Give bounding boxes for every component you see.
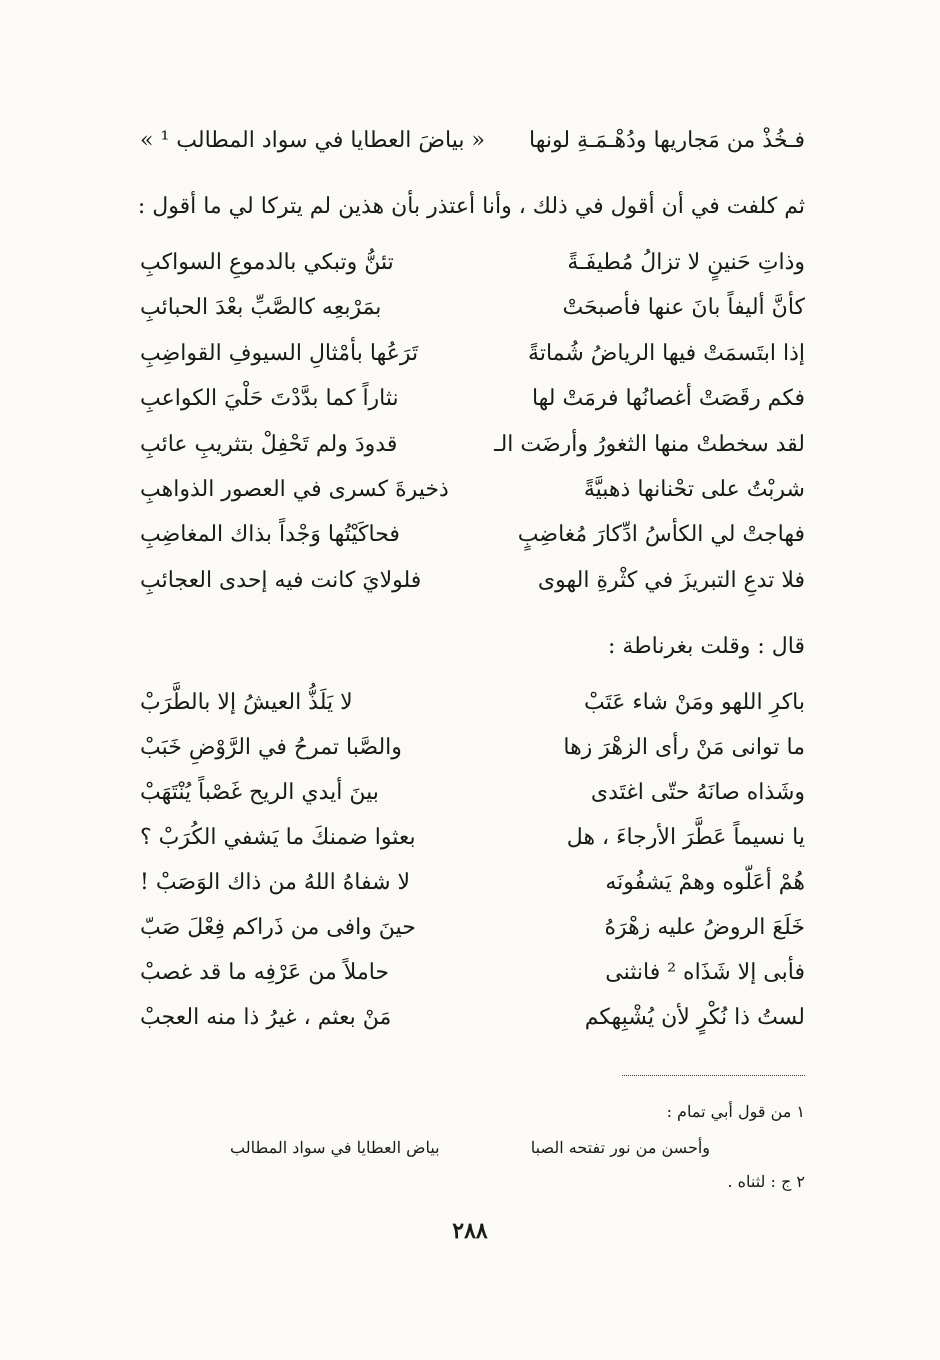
verse-line: [140, 870, 805, 915]
opening-couplet: [140, 128, 805, 168]
footnote-1-hemistich-second: بياض العطايا في سواد المطالب: [230, 1138, 440, 1157]
said-line: قال : وقلت بغرناطة :: [607, 634, 805, 659]
footnote-1-intro: ١ من قول أبي تمام :: [666, 1102, 805, 1121]
verse-line: [140, 825, 805, 870]
verse-line: [140, 690, 805, 735]
hemistich-second: بينَ أيدي الريح غَصْباً يُنْتَهَبْ: [140, 780, 379, 805]
verse-line: [140, 386, 805, 431]
verse-line: [140, 250, 805, 295]
hemistich-second: قدودَ ولم تَحْفِلْ بتثريبِ عائبِ: [140, 431, 398, 457]
verse-line: [140, 780, 805, 825]
verse-line: [140, 295, 805, 340]
hemistich-first: فلا تدعِ التبريزَ في كثْرةِ الهوى: [537, 567, 805, 593]
hemistich-first: وذاتِ حَنينٍ لا تزالُ مُطيفَـةً: [567, 250, 805, 275]
hemistich-first: يا نسيماً عَطَّرَ الأرجاءَ ، هل: [566, 825, 805, 850]
poem-2: [140, 690, 805, 1050]
hemistich-second: فلولايَ كانت فيه إحدى العجائبِ: [140, 567, 422, 593]
verse-line: [140, 1005, 805, 1050]
verse-line: [140, 915, 805, 960]
couplet-second-hemistich: « بياضَ العطايا في سواد المطالب ¹ »: [140, 128, 485, 153]
hemistich-first: كأنَّ أليفاً بانَ عنها فأصبحَتْ: [562, 295, 805, 321]
hemistich-second: نثاراً كما بدَّدْتَ حَلْيَ الكواعبِ: [140, 386, 399, 412]
footnote-2: ٢ ج : لثناه .: [727, 1172, 805, 1191]
hemistich-first: لقد سخطتْ منها الثغورُ وأرضَت الـ: [494, 431, 805, 457]
hemistich-second: بمَرْبعِه كالصَّبِّ بعْدَ الحبائبِ: [140, 295, 382, 321]
hemistich-first: لستُ ذا نُكْرٍ لأن يُشْبِهكم: [584, 1005, 805, 1030]
hemistich-first: ما توانى مَنْ رأى الزهْرَ زها: [563, 735, 805, 760]
hemistich-second: بعثوا ضمنكَ ما يَشفي الكُرَبْ ؟: [140, 825, 416, 850]
hemistich-second: لا يَلَذُّ العيشُ إلا بالطَّرَبْ: [140, 690, 353, 715]
hemistich-second: حينَ وافى من ذَراكم فِعْلَ صَبّ: [140, 915, 416, 940]
hemistich-second: حاملاً من عَرْفِه ما قد غصبْ: [140, 960, 390, 985]
hemistich-first: وشَذاه صانَهُ حتّى اغتَدى: [590, 780, 805, 805]
hemistich-first: فكم رقَصَتْ أغصانُها فرمَتْ لها: [531, 386, 805, 412]
hemistich-second: فحاكَيْتُها وَجْداً بذاك المغاضِبِ: [140, 522, 400, 548]
hemistich-first: باكرِ اللهو ومَنْ شاء عَتَبْ: [583, 690, 805, 715]
hemistich-first: فهاجتْ لي الكأسُ ادِّكارَ مُغاضِبٍ: [517, 522, 805, 548]
page-number: ٢٨٨: [452, 1218, 488, 1244]
verse-line: [140, 568, 805, 613]
verse-line: [140, 735, 805, 780]
footnote-divider: [622, 1075, 805, 1076]
hemistich-second: والصَّبا تمرحُ في الرَّوْضِ خَبَبْ: [140, 735, 402, 760]
hemistich-first: هُمْ أعَلّوه وهمْ يَشفُونَه: [605, 870, 805, 895]
prose-line: ثم كلفت في أن أقول في ذلك ، وأنا أعتذر بأن هذين لم يتركا لي ما أقول :: [137, 194, 805, 219]
verse-line: [140, 522, 805, 567]
hemistich-first: شربْتُ على تحْنانها ذهبيَّةً: [583, 476, 805, 502]
footnote-1-hemistich-first: وأحسن من نور تفتحه الصبا: [530, 1138, 710, 1157]
hemistich-second: تئنُّ وتبكي بالدموعِ السواكبِ: [140, 250, 394, 275]
hemistich-second: تَرَعُها بأمْثالِ السيوفِ القواضِبِ: [140, 340, 419, 366]
hemistich-first: إذا ابتَسمَتْ فيها الرياضُ شُماتةً: [528, 340, 805, 366]
hemistich-second: ذخيرةَ كسرى في العصور الذواهبِ: [140, 476, 449, 502]
poem-1: [140, 250, 805, 613]
verse-line: [140, 432, 805, 477]
hemistich-second: لا شفاهُ اللهُ من ذاك الوَصَبْ !: [140, 870, 411, 895]
hemistich-second: مَنْ بعثم ، غيرُ ذا منه العجبْ: [140, 1005, 392, 1030]
verse-line: [140, 341, 805, 386]
verse-line: [140, 477, 805, 522]
hemistich-first: خَلَعَ الروضُ عليه زهْرَهُ: [604, 915, 805, 940]
couplet-first-hemistich: فـخُذْ من مَجاريها ودُهْـمَـةِ لونها: [529, 128, 805, 153]
verse-line: [140, 960, 805, 1005]
hemistich-first: فأبى إلا شَذَاه ² فانثنى: [605, 960, 805, 985]
